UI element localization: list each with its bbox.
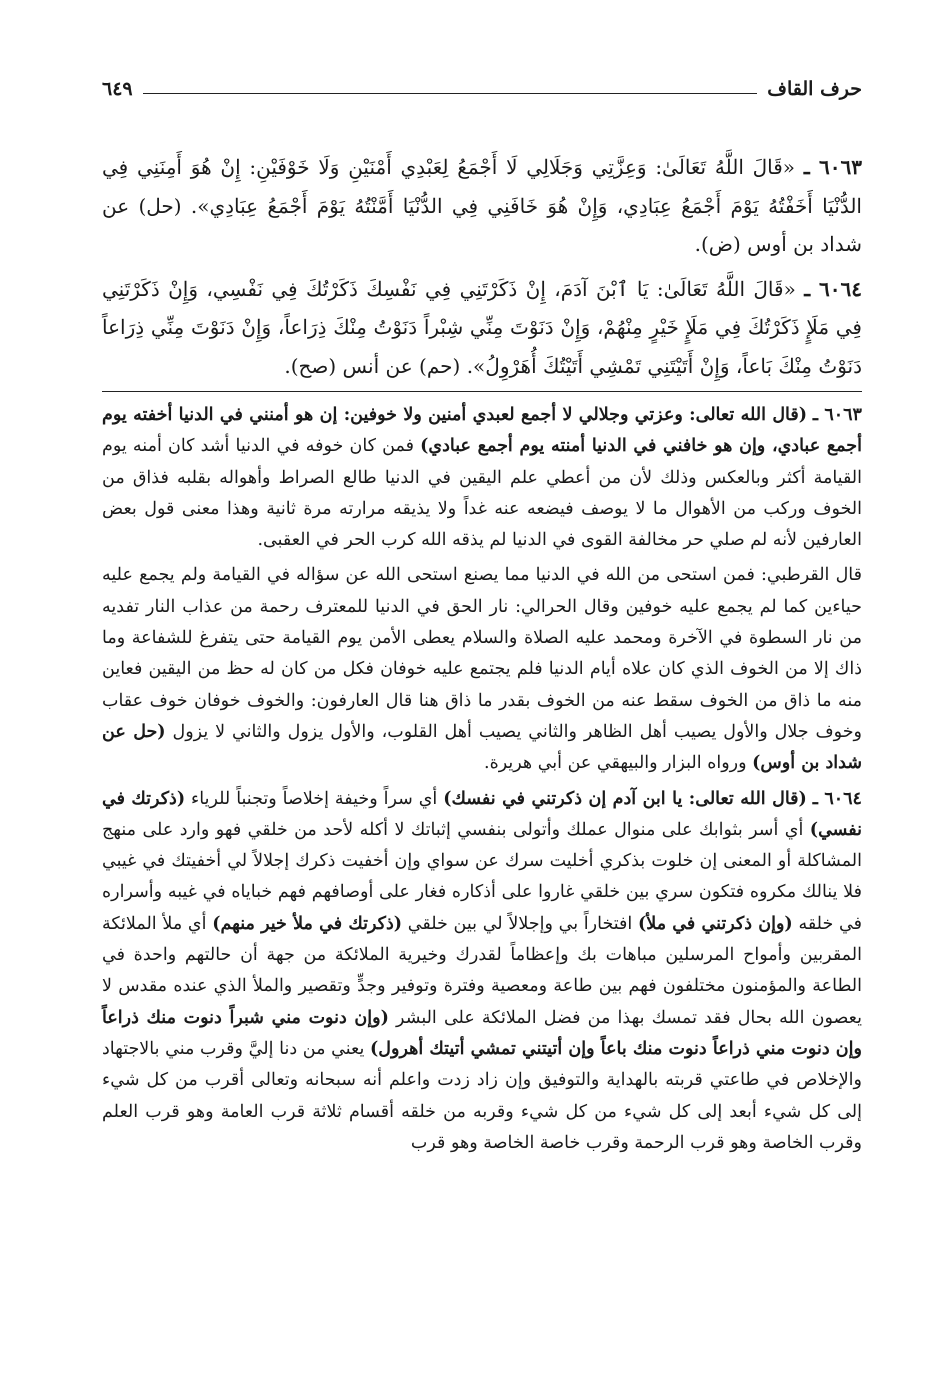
- commentary-number: ٦٠٦٤ ـ: [812, 788, 862, 809]
- page-number: ٦٤٩: [102, 78, 133, 100]
- commentary-body: افتخاراً بي وإجلالاً لي بين خلقي: [407, 913, 633, 934]
- commentary-6063: [102, 400, 862, 556]
- hadith-body: «قَالَ اللَّهُ تَعَالَىٰ: يَا ٱبْنَ آدَمَ، إِنْ ذَكَرْتَنِي فِي نَفْسِكَ ذَكَرْتُكَ فِي نَفْسِي، وَإِنْ ذَكَرْتَنِي فِي مَلَإٍ ذَكَرْتُكَ فِي مَلَإٍ خَيْرٍ مِنْهُمْ، وَإِنْ دَنَوْتَ مِنِّي شِبْراً دَنَوْتُ مِنْكَ ذِرَاعاً، وَإِنْ دَنَوْتَ مِنِّي ذِرَاعاً دَنَوْتُ مِنْكَ بَاعاً، وَإِنْ أَتَيْتَنِي تَمْشِي أَتَيْتُكَ أُهَرْوِلُ».: [102, 276, 862, 378]
- hadith-body: «قَالَ اللَّهُ تَعَالَىٰ: وَعِزَّتِي وَجَلَالِي لَا أَجْمَعُ لِعَبْدِي أَمْنَيْنِ وَلَا خَوْفَيْنِ: إِنْ هُوَ أَمِنَنِي فِي الدُّنْيَا أَخَفْتُهُ يَوْمَ أَجْمَعُ عِبَادِي، وَإِنْ هُوَ خَافَنِي فِي الدُّنْيَا أَمَّنْتُهُ يَوْمَ أَجْمَعُ عِبَادِي».: [102, 155, 862, 218]
- hadith-number: ٦٠٦٣ ـ: [803, 155, 862, 179]
- page-header: [102, 70, 862, 108]
- commentary-section: [102, 400, 862, 1159]
- header-rule: [143, 93, 758, 94]
- commentary-body: أي ملأ الملائكة المقربين وأمواح المرسلين مباهات بك وإعظاماً لقدرك وخيرية الملائكة من جهة أن حالتهم واحدة في الطاعة والمؤمنون مختلفون فهم بين طاعة ومعصية وفترة وتوفير وجدٍّ وتقصير والملأ الذي عنده مقدس لا يعصون الله بحال فقد تمسك بهذا من فضل الملائكة على البشر: [102, 913, 862, 1028]
- commentary-body: يعني من دنا إليَّ وقرب مني بالاجتهاد والإخلاص في طاعتي قربته بالهداية والتوفيق وإن زاد زدت واعلم أنه سبحانه وتعالى أقرب من كل شيء إلى كل شيء أبعد إلى كل شيء من كل شيء وقربه من خلقه أقسام ثلاثة قرب العامة وهو قرب العلم وقرب الخاصة وهو قرب الرحمة وقرب خاصة الخاصة وهو قرب: [102, 1038, 862, 1153]
- commentary-qurtubi: [102, 560, 862, 779]
- commentary-quote: (وإن دنوت مني شبراً دنوت منك ذراعاً وإن دنوت مني ذراعاً دنوت منك باعاً وإن أتيتني تمشي أتيتك أهرول): [102, 1007, 862, 1059]
- commentary-quote: (وإن ذكرتني في ملأ): [637, 913, 793, 934]
- hadith-text-section: [102, 148, 862, 385]
- commentary-body: قال القرطبي: فمن استحى من الله في الدنيا مما يصنع استحى الله عن سؤاله في القيامة ولم يجمع عليه حياءين كما لم يجمع عليه خوفين وقال الحرالي: نار الحق في الدنيا للمعترف رحمة من عذاب النار تفديه من نار السطوة في الآخرة ومحمد عليه الصلاة والسلام يعطى الأمن يوم القيامة حتى يتفرغ للشفاعة وما ذاك إلا من الخوف الذي كان علاه أيام الدنيا فلم يجتمع عليه خوفان فكل من كان له حظ من اليقين فعاين منه ما ذاق من الخوف سقط عنه من الخوف بقدر ما ذاق هنا قال العارفون: والخوف خوفان خوف عقاب وخوف جلال والأول يصيب أهل الظاهر والثاني يصيب أهل القلوب، والأول يزول والثاني لا يزول: [102, 565, 862, 742]
- commentary-body: ورواه البزار والبيهقي عن أبي هريرة.: [484, 753, 747, 774]
- commentary-number: ٦٠٦٣ ـ: [812, 405, 862, 425]
- hadith-number: ٦٠٦٤ ـ: [804, 276, 863, 301]
- commentary-quote: (قال الله تعالى: يا ابن آدم إن ذكرتني في نفسك): [443, 788, 807, 809]
- hadith-6063: [102, 148, 862, 264]
- hadith-source: (حم) عن أنس (صح).: [284, 353, 461, 378]
- section-divider: [102, 391, 862, 392]
- commentary-quote: (ذكرتك في ملأ خير منهم): [212, 913, 403, 934]
- book-page: [102, 70, 862, 1350]
- commentary-reference: (حل عن شداد بن أوس): [102, 721, 862, 774]
- hadith-source: (حل) عن شداد بن أوس (ض).: [102, 193, 862, 256]
- commentary-body: أي سراً وخيفة إخلاصاً وتجنباً للرياء: [191, 788, 438, 809]
- hadith-6064: [102, 270, 862, 386]
- commentary-body: فمن كان خوفه في الدنيا أشد كان أمنه يوم القيامة أكثر وبالعكس وذلك لأن من أعطي علم اليقين في الدنيا طالع الصراط وأهواله بقلبه فذاق من الخوف وركب من الأهوال ما لا يوصف فيضعه عنه غداً ولا يذيقه مرارته مرة ثانية وهذا معنى قول بعض العارفين لأنه لم صلي حر مخالفة القوى في الدنيا لم يذقه الله كرب الحر في العقبى.: [102, 436, 862, 551]
- commentary-quote: (قال الله تعالى: وعزتي وجلالي لا أجمع لعبدي أمنين ولا خوفين: إن هو أمنني في الدنيا أخفته يوم أجمع عبادي، وإن هو خافني في الدنيا أمنته يوم أجمع عبادي): [102, 405, 862, 457]
- commentary-quote: (ذكرتك في نفسي): [102, 788, 862, 840]
- chapter-title: حرف القاف: [767, 78, 862, 100]
- commentary-body: أي أسر بثوابك على منوال عملك وأتولى بنفسي إثباتك لا أكله لأحد من خلقي فهو وارد على منهج المشاكلة أو المعنى إن خلوت بذكري أخليت سرك عن سواي وإن أخفيت ذكرك إجلالاً لي أخفيتك في غيبي فلا ينالك مكروه فتكون سري بين خلقي غاروا على أذكاره فغار على أوصافهم فهم خباياه في غيبه وأسراره في خلقه: [102, 819, 862, 934]
- commentary-6064: [102, 784, 862, 1160]
